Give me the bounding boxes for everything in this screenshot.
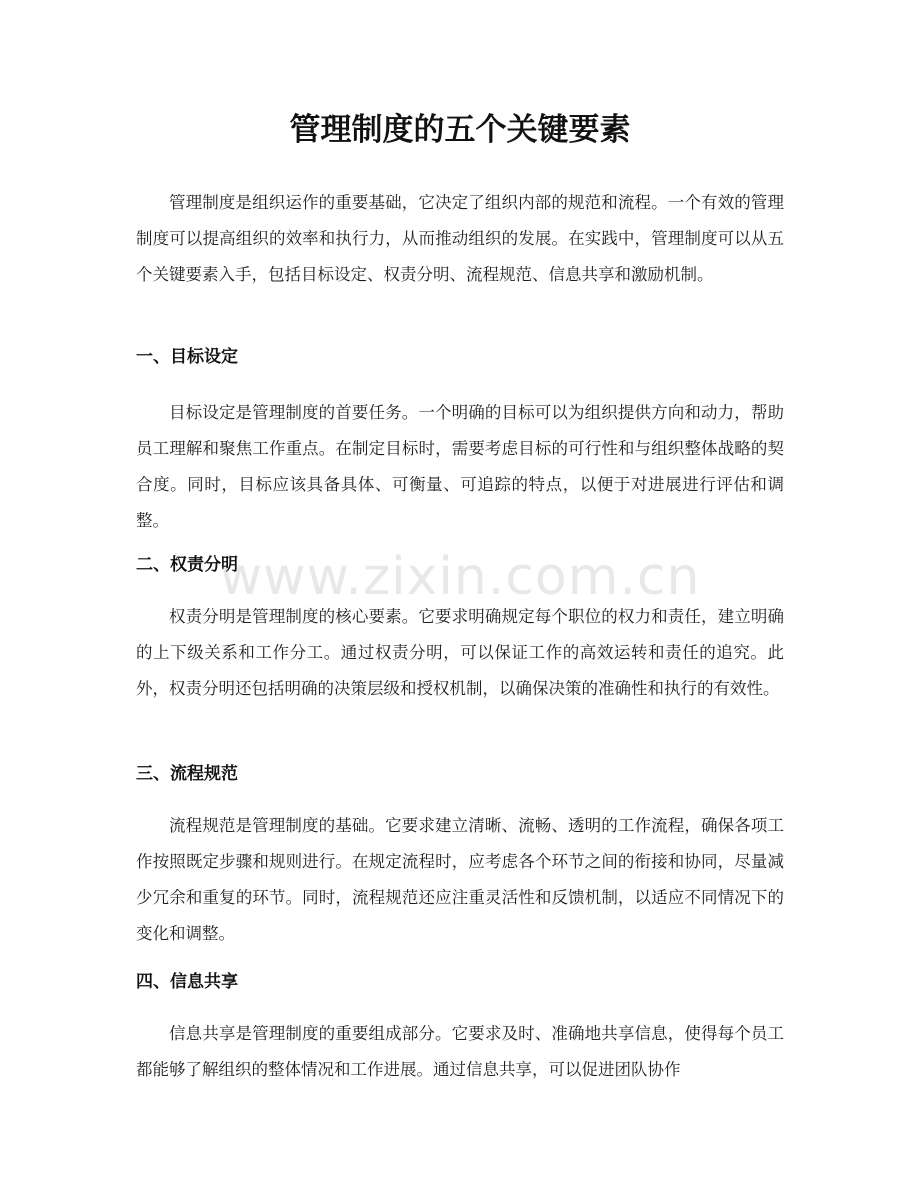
section-heading-information: 四、信息共享 bbox=[136, 972, 238, 992]
intro-paragraph: 管理制度是组织运作的重要基础，它决定了组织内部的规范和流程。一个有效的管理制度可以提高组织的效率和执行力，从而推动组织的发展。在实践中，管理制度可以从五个关键要素入手，包括目标设定、权责分明、流程规范、信息共享和激励机制。 bbox=[136, 193, 784, 284]
section-body-information: 信息共享是管理制度的重要组成部分。它要求及时、准确地共享信息，使得每个员工都能够了解组织的整体情况和工作进展。通过信息共享，可以促进团队协作 bbox=[136, 1024, 784, 1079]
section-body-goal-setting: 目标设定是管理制度的首要任务。一个明确的目标可以为组织提供方向和动力，帮助员工理解和聚焦工作重点。在制定目标时，需要考虑目标的可行性和与组织整体战略的契合度。同时，目标应该具备具体、可衡量、可追踪的特点，以便于对进展进行评估和调整。 bbox=[136, 403, 784, 530]
section-heading-goal-setting: 一、目标设定 bbox=[136, 347, 238, 367]
section-heading-responsibility: 二、权责分明 bbox=[136, 555, 238, 575]
document-title: 管理制度的五个关键要素 bbox=[289, 112, 631, 148]
section-body-process: 流程规范是管理制度的基础。它要求建立清晰、流畅、透明的工作流程，确保各项工作按照既定步骤和规则进行。在规定流程时，应考虑各个环节之间的衔接和协同，尽量减少冗余和重复的环节。同时，流程规范还应注重灵活性和反馈机制，以适应不同情况下的变化和调整。 bbox=[136, 816, 784, 943]
watermark-text: www.zixin.com.cn bbox=[219, 547, 701, 607]
section-body-responsibility: 权责分明是管理制度的核心要素。它要求明确规定每个职位的权力和责任，建立明确的上下级关系和工作分工。通过权责分明，可以保证工作的高效运转和责任的追究。此外，权责分明还包括明确的决策层级和授权机制，以确保决策的准确性和执行的有效性。 bbox=[136, 607, 784, 698]
section-heading-process: 三、流程规范 bbox=[136, 764, 238, 784]
